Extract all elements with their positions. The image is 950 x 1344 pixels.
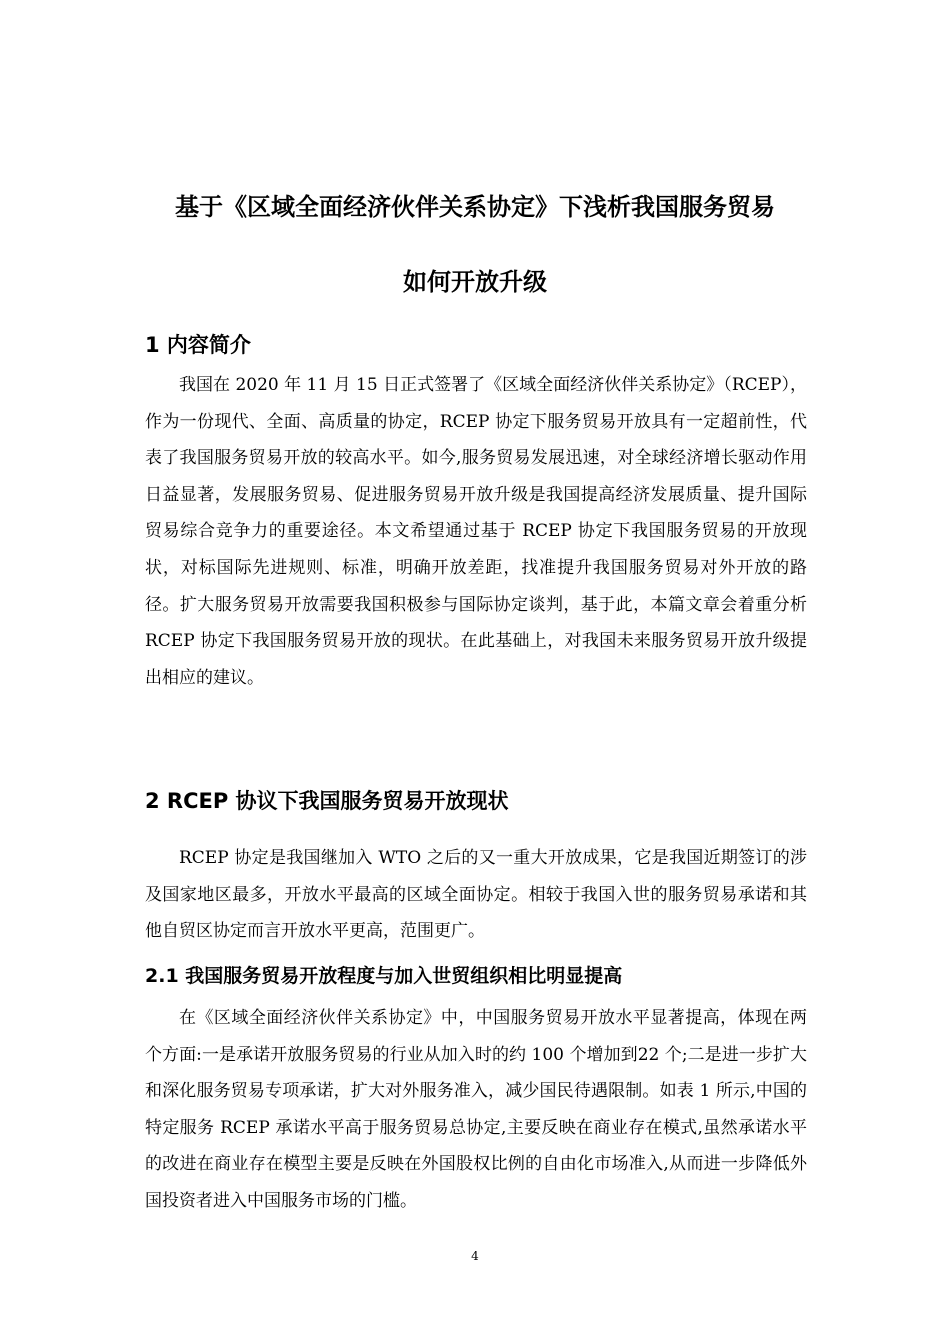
subsection-heading-2-1: 2.1 我国服务贸易开放程度与加入世贸组织相比明显提高: [145, 965, 623, 987]
section-paragraph-rcep-status: RCEP 协定是我国继加入 WTO 之后的又一重大开放成果，它是我国近期签订的涉及国家地区最多，开放水平最高的区域全面协定。相较于我国入世的服务贸易承诺和其他自贸区协定而言开放水平更高，范围更广。: [145, 848, 807, 941]
section-heading-rcep-status: 2 RCEP 协议下我国服务贸易开放现状: [145, 789, 509, 813]
section-paragraph-intro: 我国在 2020 年 11 月 15 日正式签署了《区域全面经济伙伴关系协定》（RCEP），作为一份现代、全面、高质量的协定，RCEP 协定下服务贸易开放具有一定超前性，代表了我国服务贸易开放的较高水平。如今,服务贸易发展迅速，对全球经济增长驱动作用日益显著，发展服务贸易、促进服务贸易开放升级是我国提高经济发展质量、提升国际贸易综合竞争力的重要途径。本文希望通过基于 RCEP 协定下我国服务贸易的开放现状，对标国际先进规则、标准，明确开放差距，找准提升我国服务贸易对外开放的路径。扩大服务贸易开放需要我国积极参与国际协定谈判，基于此，本篇文章会着重分析 RCEP 协定下我国服务贸易开放的现状。在此基础上，对我国未来服务贸易开放升级提出相应的建议。: [145, 375, 807, 688]
section-heading-intro: 1 内容简介: [145, 333, 251, 357]
page-number: 4: [471, 1249, 479, 1263]
document-title-line-2: 如何开放升级: [403, 268, 547, 296]
document-title-line-1: 基于《区域全面经济伙伴关系协定》下浅析我国服务贸易: [175, 193, 775, 221]
subsection-paragraph-2-1: 在《区域全面经济伙伴关系协定》中，中国服务贸易开放水平显著提高，体现在两个方面:一是承诺开放服务贸易的行业从加入时的约 100 个增加到22 个;二是进一步扩大和深化服务贸易专项承诺，扩大对外服务准入，减少国民待遇限制。如表 1 所示,中国的特定服务 RCEP 承诺水平高于服务贸易总协定,主要反映在商业存在模式,虽然承诺水平的改进在商业存在模型主要是反映在外国股权比例的自由化市场准入,从而进一步降低外国投资者进入中国服务市场的门槛。: [145, 1008, 807, 1211]
